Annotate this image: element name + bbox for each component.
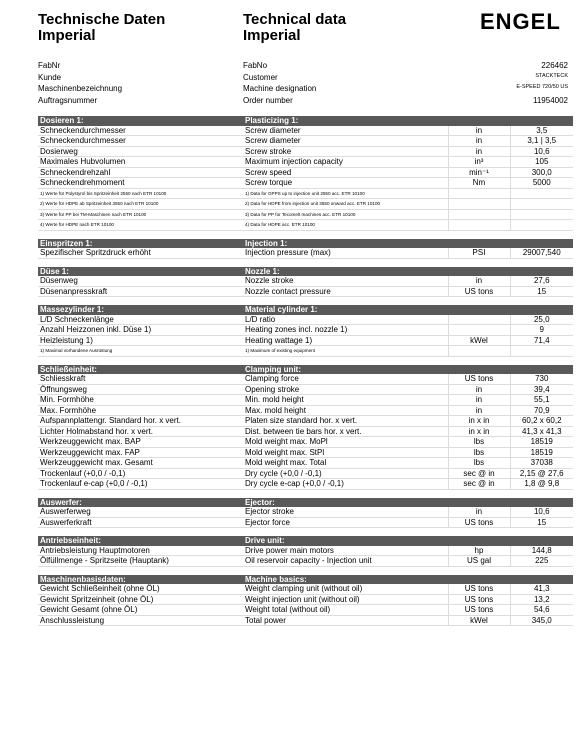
spec-unit — [448, 199, 510, 210]
spec-value: 41,3 x 41,3 — [510, 426, 573, 437]
spacer-cell — [243, 356, 448, 365]
spec-label-en: 2) Data for HDPE from injection unit 3550 onward acc. ETR 10100 — [243, 199, 448, 210]
spec-label-en: Max. mold height — [243, 405, 448, 416]
spec-label-de: Schliesskraft — [38, 374, 243, 384]
spec-label-de: Anzahl Heizzonen inkl. Düse 1) — [38, 325, 243, 336]
spec-label-en: Dry cycle e-cap (+0,0 / -0,1) — [243, 479, 448, 490]
spec-unit — [448, 346, 510, 357]
header-value-cell — [510, 536, 573, 546]
section-title-de: Maschinenbasisdaten: — [38, 575, 243, 585]
header-unit-cell — [448, 305, 510, 315]
info-row — [38, 61, 573, 73]
spec-value: 55,1 — [510, 395, 573, 406]
spacer-cell — [448, 356, 510, 365]
spec-value: 39,4 — [510, 384, 573, 395]
spec-unit — [448, 315, 510, 325]
spec-unit: kWel — [448, 335, 510, 346]
info-value: STACKTECK — [535, 72, 568, 79]
spec-row — [38, 458, 573, 469]
title-en-line2: Imperial — [243, 27, 301, 44]
spacer-cell — [38, 297, 243, 306]
header-unit-cell — [448, 536, 510, 546]
spec-label-de: Dosierweg — [38, 146, 243, 157]
spec-unit: in — [448, 126, 510, 136]
section-title-en: Plasticizing 1: — [243, 116, 448, 126]
title-de-line2: Imperial — [38, 27, 96, 44]
spec-unit: US tons — [448, 286, 510, 297]
spec-unit — [448, 220, 510, 231]
spec-row — [38, 556, 573, 567]
spec-label-de: Antriebsleistung Hauptmotoren — [38, 546, 243, 556]
header-value-cell — [510, 365, 573, 375]
spec-label-de: Heizleistung 1) — [38, 335, 243, 346]
spec-label-de: Werkzeuggewicht max. BAP — [38, 437, 243, 448]
spec-value: 345,0 — [510, 615, 573, 626]
section-header — [38, 536, 573, 546]
spec-unit: in — [448, 405, 510, 416]
info-label-en: Machine designation — [243, 84, 317, 94]
spacer-cell — [510, 230, 573, 239]
spec-unit: lbs — [448, 447, 510, 458]
spec-label-de: Düsenweg — [38, 276, 243, 286]
spec-unit: in — [448, 136, 510, 147]
section-title-de: Dosieren 1: — [38, 116, 243, 126]
footnote-row — [38, 199, 573, 210]
section-spacer — [38, 258, 573, 267]
header-value-cell — [510, 575, 573, 585]
spec-label-en: 1) Maximum of existing equipment — [243, 346, 448, 357]
spec-label-de: 3) Werte für PP bei TM-Maschinen nach ETR 10100 — [38, 209, 243, 220]
spec-label-en: Oil reservoir capacity - Injection unit — [243, 556, 448, 567]
info-label-en: FabNo — [243, 61, 268, 70]
spec-label-de: Schneckendurchmesser — [38, 126, 243, 136]
spec-label-en: Min. mold height — [243, 395, 448, 406]
spec-table-body — [38, 116, 573, 626]
spec-unit: kWel — [448, 615, 510, 626]
spec-row — [38, 248, 573, 258]
spec-table — [38, 116, 573, 626]
spec-unit: hp — [448, 546, 510, 556]
section-spacer — [38, 356, 573, 365]
spec-label-de: Aufspannplattengr. Standard hor. x vert. — [38, 416, 243, 427]
footnote-row — [38, 209, 573, 220]
spec-label-en: Screw stroke — [243, 146, 448, 157]
spacer-cell — [243, 489, 448, 498]
spec-label-de: Anschlussleistung — [38, 615, 243, 626]
spec-label-en: Dry cycle (+0,0 / -0,1) — [243, 468, 448, 479]
spec-label-en: Mold weight max. Total — [243, 458, 448, 469]
spec-label-de: Werkzeuggewicht max. Gesamt — [38, 458, 243, 469]
spec-label-de: Werkzeuggewicht max. FAP — [38, 447, 243, 458]
spec-label-en: Maximum injection capacity — [243, 157, 448, 168]
spec-label-de: Schneckendrehzahl — [38, 167, 243, 178]
spec-row — [38, 384, 573, 395]
spec-label-de: L/D Schneckenlänge — [38, 315, 243, 325]
spec-label-en: Ejector force — [243, 517, 448, 528]
spacer-cell — [243, 566, 448, 575]
spec-unit: in x in — [448, 416, 510, 427]
spec-value: 18519 — [510, 447, 573, 458]
spec-label-de: Auswerferkraft — [38, 517, 243, 528]
info-label-en: Order number — [243, 95, 293, 105]
spacer-cell — [448, 566, 510, 575]
section-header — [38, 305, 573, 315]
spec-value — [510, 346, 573, 357]
section-spacer — [38, 566, 573, 575]
footnote-row — [38, 346, 573, 357]
spec-value: 15 — [510, 517, 573, 528]
spec-row — [38, 335, 573, 346]
spec-value: 144,8 — [510, 546, 573, 556]
spec-row — [38, 507, 573, 517]
spec-unit: sec @ in — [448, 468, 510, 479]
spacer-cell — [243, 258, 448, 267]
title-german — [38, 12, 165, 44]
spec-value: 41,3 — [510, 584, 573, 594]
spec-label-en: Injection pressure (max) — [243, 248, 448, 258]
spec-row — [38, 178, 573, 189]
spec-label-en: Heating zones incl. nozzle 1) — [243, 325, 448, 336]
spec-value: 15 — [510, 286, 573, 297]
spec-unit: in x in — [448, 426, 510, 437]
spec-label-en: Weight total (without oil) — [243, 605, 448, 616]
spec-label-en: Mold weight max. MoPl — [243, 437, 448, 448]
spec-row — [38, 374, 573, 384]
spec-label-de: 1) Maximal vorhandene Ausrüstung — [38, 346, 243, 357]
spec-value: 29007,540 — [510, 248, 573, 258]
spec-value: 70,9 — [510, 405, 573, 416]
spec-value: 105 — [510, 157, 573, 168]
spec-label-en: Total power — [243, 615, 448, 626]
spec-unit: PSI — [448, 248, 510, 258]
section-spacer — [38, 528, 573, 537]
engel-logo: ENGEL — [480, 9, 561, 34]
spec-label-de: 4) Werte für HDPE nach ETR 10100 — [38, 220, 243, 231]
section-header — [38, 116, 573, 126]
header-value-cell — [510, 305, 573, 315]
spec-value: 2,15 @ 27,6 — [510, 468, 573, 479]
section-header — [38, 239, 573, 249]
section-title-en: Material cylinder 1: — [243, 305, 448, 315]
spec-value: 27,6 — [510, 276, 573, 286]
spec-unit: US tons — [448, 517, 510, 528]
spec-row — [38, 325, 573, 336]
info-label-en: Customer — [243, 72, 278, 82]
spec-label-de: Trockenlauf e-cap (+0,0 / -0,1) — [38, 479, 243, 490]
spec-row — [38, 437, 573, 448]
header-unit-cell — [448, 575, 510, 585]
spec-unit: US tons — [448, 605, 510, 616]
spec-label-en: Clamping force — [243, 374, 448, 384]
machine-info — [38, 61, 573, 107]
header-unit-cell — [448, 267, 510, 277]
spec-row — [38, 146, 573, 157]
footnote-row — [38, 220, 573, 231]
spacer-cell — [38, 356, 243, 365]
spacer-cell — [510, 258, 573, 267]
header-value-cell — [510, 239, 573, 249]
info-row — [38, 84, 573, 96]
spec-row — [38, 157, 573, 168]
spec-label-de: Schneckendurchmesser — [38, 136, 243, 147]
info-value: E-SPEED 720/50 US — [516, 84, 568, 91]
section-title-de: Düse 1: — [38, 267, 243, 277]
spec-label-en: Screw speed — [243, 167, 448, 178]
spec-unit: Nm — [448, 178, 510, 189]
spec-label-de: Schneckendrehmoment — [38, 178, 243, 189]
spec-label-de: Maximales Hubvolumen — [38, 157, 243, 168]
section-title-de: Einspritzen 1: — [38, 239, 243, 249]
header-value-cell — [510, 498, 573, 508]
spec-value — [510, 220, 573, 231]
spacer-cell — [510, 356, 573, 365]
section-title-en: Nozzle 1: — [243, 267, 448, 277]
spec-value: 13,2 — [510, 594, 573, 605]
spacer-cell — [448, 258, 510, 267]
spec-label-de: Auswerferweg — [38, 507, 243, 517]
spec-row — [38, 167, 573, 178]
spec-unit: in — [448, 384, 510, 395]
spec-unit: in — [448, 395, 510, 406]
section-header — [38, 365, 573, 375]
spacer-cell — [243, 528, 448, 537]
info-row — [38, 96, 573, 108]
header-unit-cell — [448, 239, 510, 249]
spec-label-de: Ölfüllmenge - Spritzseite (Hauptank) — [38, 556, 243, 567]
spec-label-en: Weight clamping unit (without oil) — [243, 584, 448, 594]
spec-label-de: Gewicht Schließeinheit (ohne ÖL) — [38, 584, 243, 594]
spec-row — [38, 546, 573, 556]
section-header — [38, 575, 573, 585]
section-title-de: Massezylinder 1: — [38, 305, 243, 315]
spec-value: 25,0 — [510, 315, 573, 325]
spec-label-de: Öffnungsweg — [38, 384, 243, 395]
section-title-de: Auswerfer: — [38, 498, 243, 508]
spec-row — [38, 405, 573, 416]
spec-row — [38, 479, 573, 490]
spec-unit: US tons — [448, 594, 510, 605]
spec-row — [38, 136, 573, 147]
spec-label-en: Dist. between tie bars hor. x vert. — [243, 426, 448, 437]
spec-value: 3,1 | 3,5 — [510, 136, 573, 147]
spec-label-de: 2) Werte für HDPE ab Spritzeinheit 3550 nach ETR 10100 — [38, 199, 243, 210]
spec-value: 10,6 — [510, 507, 573, 517]
spec-label-de: Trockenlauf (+0,0 / -0,1) — [38, 468, 243, 479]
spacer-cell — [38, 230, 243, 239]
spec-label-en: 1) Data for GPPS up to injection unit 2550 acc. ETR 10100 — [243, 188, 448, 199]
spacer-cell — [448, 230, 510, 239]
spec-row — [38, 426, 573, 437]
spacer-cell — [243, 297, 448, 306]
spec-label-en: Drive power main motors — [243, 546, 448, 556]
spacer-cell — [38, 489, 243, 498]
spec-row — [38, 286, 573, 297]
spec-value: 300,0 — [510, 167, 573, 178]
spec-unit: in — [448, 276, 510, 286]
spec-unit: in — [448, 507, 510, 517]
spec-row — [38, 615, 573, 626]
section-title-en: Ejector: — [243, 498, 448, 508]
spec-unit — [448, 325, 510, 336]
spec-row — [38, 517, 573, 528]
spec-label-en: 4) Data for HDPE acc. ETR 10100 — [243, 220, 448, 231]
spec-label-de: Min. Formhöhe — [38, 395, 243, 406]
spacer-cell — [38, 566, 243, 575]
section-header — [38, 498, 573, 508]
spec-value: 37038 — [510, 458, 573, 469]
info-value: 11954002 — [533, 95, 568, 105]
header-value-cell — [510, 116, 573, 126]
section-title-en: Injection 1: — [243, 239, 448, 249]
section-spacer — [38, 489, 573, 498]
spec-label-en: Nozzle contact pressure — [243, 286, 448, 297]
spec-row — [38, 468, 573, 479]
header-unit-cell — [448, 365, 510, 375]
spacer-cell — [38, 258, 243, 267]
spec-unit — [448, 188, 510, 199]
spacer-cell — [510, 489, 573, 498]
title-de-line1: Technische Daten — [38, 11, 166, 28]
spec-value — [510, 209, 573, 220]
spec-row — [38, 395, 573, 406]
spec-value: 71,4 — [510, 335, 573, 346]
spec-unit: lbs — [448, 437, 510, 448]
info-row — [38, 73, 573, 85]
spacer-cell — [38, 528, 243, 537]
spec-unit: min⁻¹ — [448, 167, 510, 178]
spec-row — [38, 605, 573, 616]
spec-label-en: Screw diameter — [243, 136, 448, 147]
spec-label-en: Weight injection unit (without oil) — [243, 594, 448, 605]
spec-label-de: Max. Formhöhe — [38, 405, 243, 416]
section-title-en: Clamping unit: — [243, 365, 448, 375]
spec-label-en: Nozzle stroke — [243, 276, 448, 286]
section-title-de: Antriebseinheit: — [38, 536, 243, 546]
spec-label-en: Heating wattage 1) — [243, 335, 448, 346]
section-spacer — [38, 230, 573, 239]
spec-label-de: Gewicht Spritzeinheit (ohne ÖL) — [38, 594, 243, 605]
spec-label-de: Spezifischer Spritzdruck erhöht — [38, 248, 243, 258]
spec-row — [38, 447, 573, 458]
section-header — [38, 267, 573, 277]
spec-unit: in³ — [448, 157, 510, 168]
spec-unit: US tons — [448, 584, 510, 594]
spec-value: 225 — [510, 556, 573, 567]
spec-label-en: Screw diameter — [243, 126, 448, 136]
spec-value: 9 — [510, 325, 573, 336]
title-english — [243, 12, 346, 44]
spec-label-de: 1) Werte für Polystyrol bis Spritzeinheit 2550 nach ETR 10100 — [38, 188, 243, 199]
spec-label-de: Düsenanpresskraft — [38, 286, 243, 297]
spacer-cell — [448, 489, 510, 498]
spec-unit: lbs — [448, 458, 510, 469]
info-label-de: FabNr — [38, 61, 61, 70]
spec-row — [38, 315, 573, 325]
spec-row — [38, 276, 573, 286]
spec-row — [38, 126, 573, 136]
spec-label-en: Platen size standard hor. x vert. — [243, 416, 448, 427]
footnote-row — [38, 188, 573, 199]
info-label-de: Maschinenbezeichnung — [38, 84, 123, 94]
spec-label-de: Lichter Holmabstand hor. x vert. — [38, 426, 243, 437]
section-spacer — [38, 297, 573, 306]
spec-value — [510, 199, 573, 210]
spec-value: 18519 — [510, 437, 573, 448]
spec-unit: US gal — [448, 556, 510, 567]
spec-value: 54,6 — [510, 605, 573, 616]
spec-value: 730 — [510, 374, 573, 384]
spec-label-en: Ejector stroke — [243, 507, 448, 517]
spec-label-en: Mold weight max. StPl — [243, 447, 448, 458]
section-title-en: Machine basics: — [243, 575, 448, 585]
spec-unit: sec @ in — [448, 479, 510, 490]
spacer-cell — [243, 230, 448, 239]
spec-label-en: L/D ratio — [243, 315, 448, 325]
header-unit-cell — [448, 498, 510, 508]
section-title-en: Drive unit: — [243, 536, 448, 546]
spec-unit: US tons — [448, 374, 510, 384]
info-label-de: Auftragsnummer — [38, 95, 98, 105]
title-en-line1: Technical data — [243, 11, 347, 28]
spec-row — [38, 584, 573, 594]
spacer-cell — [510, 528, 573, 537]
spec-value: 60,2 x 60,2 — [510, 416, 573, 427]
spec-value: 5000 — [510, 178, 573, 189]
spec-row — [38, 594, 573, 605]
spec-label-en: Screw torque — [243, 178, 448, 189]
spacer-cell — [510, 566, 573, 575]
spacer-cell — [448, 528, 510, 537]
info-value: 226462 — [541, 61, 568, 70]
spacer-cell — [448, 297, 510, 306]
spec-unit — [448, 209, 510, 220]
spec-label-de: Gewicht Gesamt (ohne ÖL) — [38, 605, 243, 616]
spec-value: 10,6 — [510, 146, 573, 157]
header-value-cell — [510, 267, 573, 277]
spec-label-en: 3) Data for PP for Tecomelt machines acc. ETR 10100 — [243, 209, 448, 220]
spec-value — [510, 188, 573, 199]
header-unit-cell — [448, 116, 510, 126]
spacer-cell — [510, 297, 573, 306]
section-title-de: Schließeinheit: — [38, 365, 243, 375]
spec-value: 1,8 @ 9,8 — [510, 479, 573, 490]
spec-label-en: Opening stroke — [243, 384, 448, 395]
info-label-de: Kunde — [38, 72, 62, 82]
spec-row — [38, 416, 573, 427]
spec-unit: in — [448, 146, 510, 157]
spec-value: 3,5 — [510, 126, 573, 136]
